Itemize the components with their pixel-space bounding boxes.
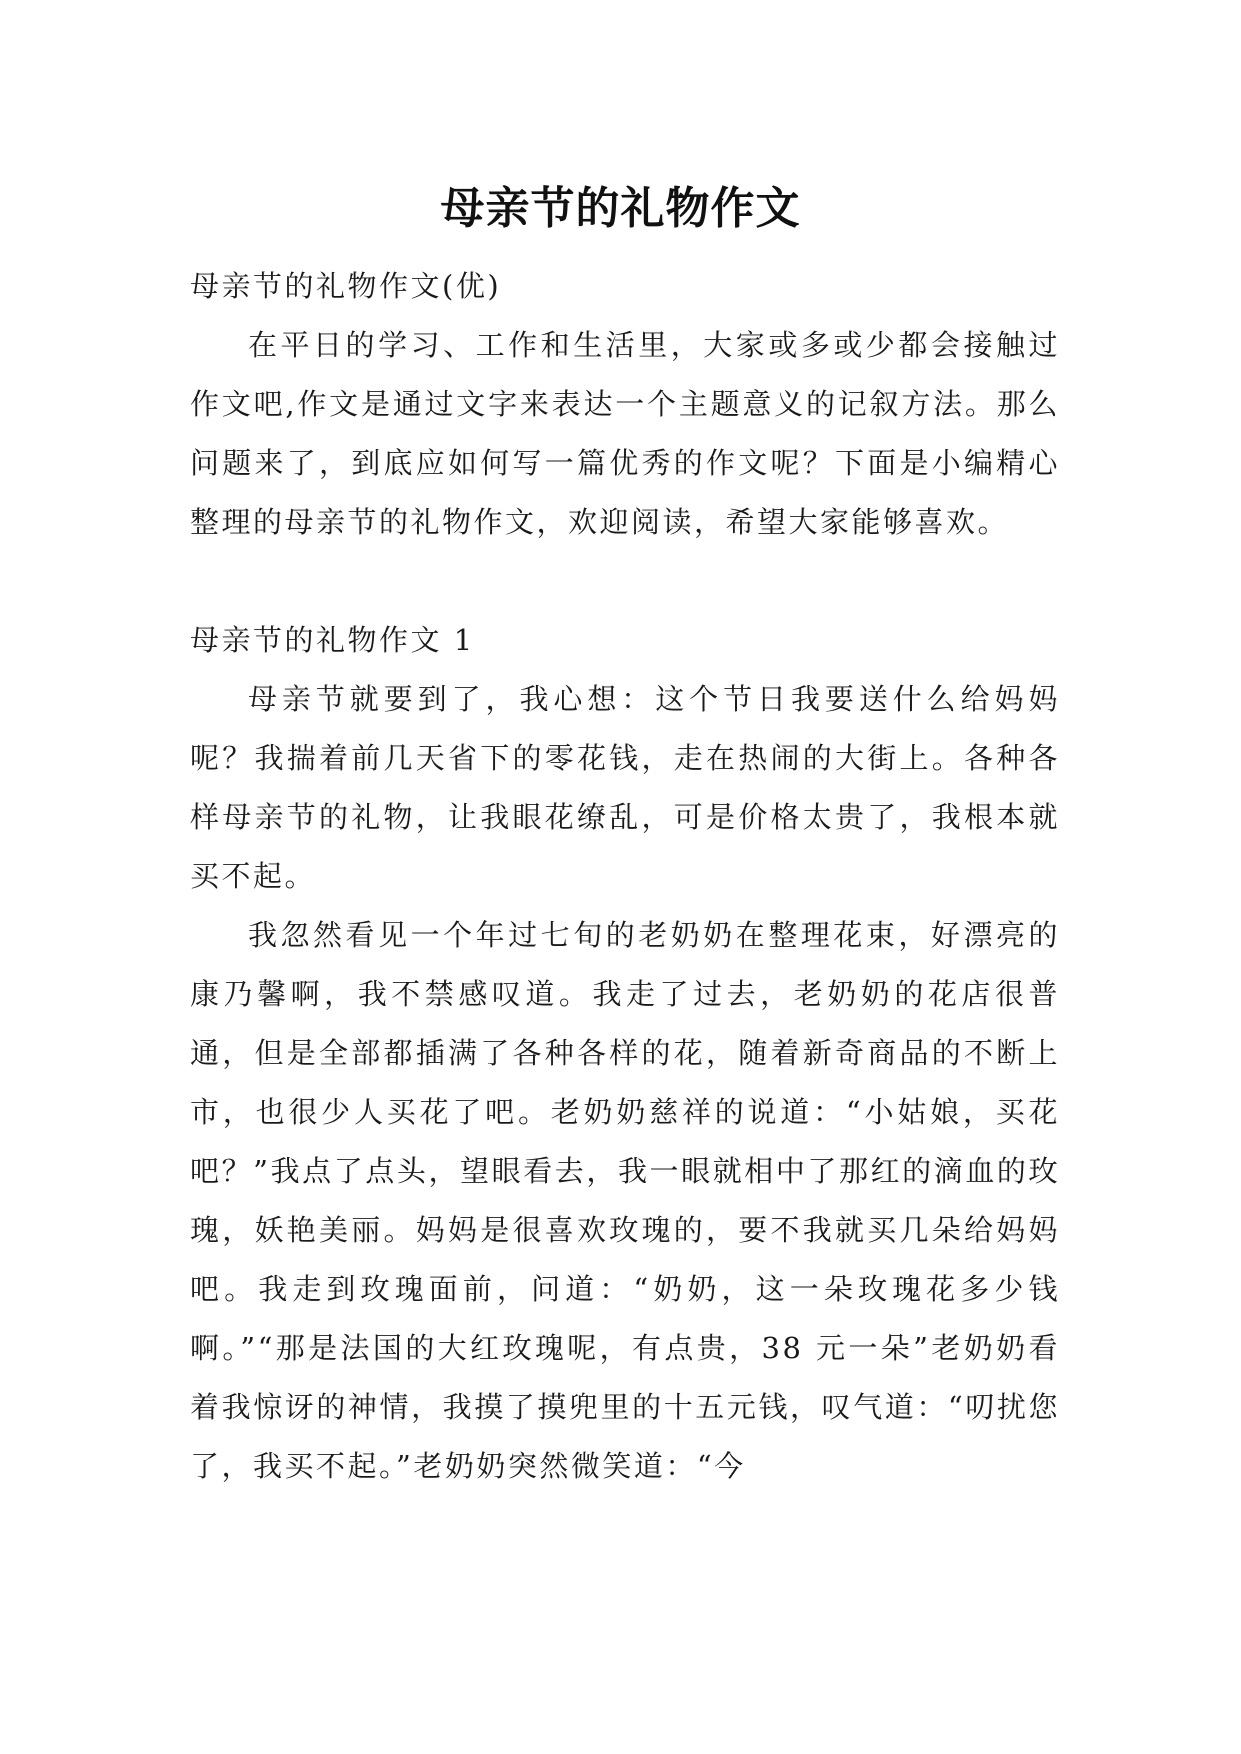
body-paragraph-2: 我忽然看见一个年过七旬的老奶奶在整理花束，好漂亮的康乃馨啊，我不禁感叹道。我走了过去，老奶奶的花店很普通，但是全部都插满了各种各样的花，随着新奇商品的不断上市，也很少人买花了吧。老奶奶慈祥的说道：“小姑娘，买花吧？”我点了点头，望眼看去，我一眼就相中了那红的滴血的玫瑰，妖艳美丽。妈妈是很喜欢玫瑰的，要不我就买几朵给妈妈吧。我走到玫瑰面前，问道：“奶奶，这一朵玫瑰花多少钱啊。”“那是法国的大红玫瑰呢，有点贵，38 元一朵”老奶奶看着我惊讶的神情，我摸了摸兜里的十五元钱，叹气道：“叨扰您了，我买不起。”老奶奶突然微笑道：“今 bbox=[190, 918, 1060, 1483]
section-heading: 母亲节的礼物作文 1 bbox=[190, 623, 475, 657]
page-title: 母亲节的礼物作文 bbox=[440, 183, 801, 235]
document-body bbox=[190, 257, 1060, 1496]
intro-paragraph: 在平日的学习、工作和生活里，大家或多或少都会接触过作文吧,作文是通过文字来表达一个主题意义的记叙方法。那么问题来了，到底应如何写一篇优秀的作文呢？下面是小编精心整理的母亲节的礼物作文，欢迎阅读，希望大家能够喜欢。 bbox=[190, 328, 1060, 539]
body-paragraph-1: 母亲节就要到了，我心想：这个节日我要送什么给妈妈呢？我揣着前几天省下的零花钱，走在热闹的大街上。各种各样母亲节的礼物，让我眼花缭乱，可是价格太贵了，我根本就买不起。 bbox=[190, 682, 1060, 893]
subtitle-heading: 母亲节的礼物作文(优) bbox=[190, 269, 502, 303]
paragraph-spacer bbox=[190, 552, 1060, 611]
